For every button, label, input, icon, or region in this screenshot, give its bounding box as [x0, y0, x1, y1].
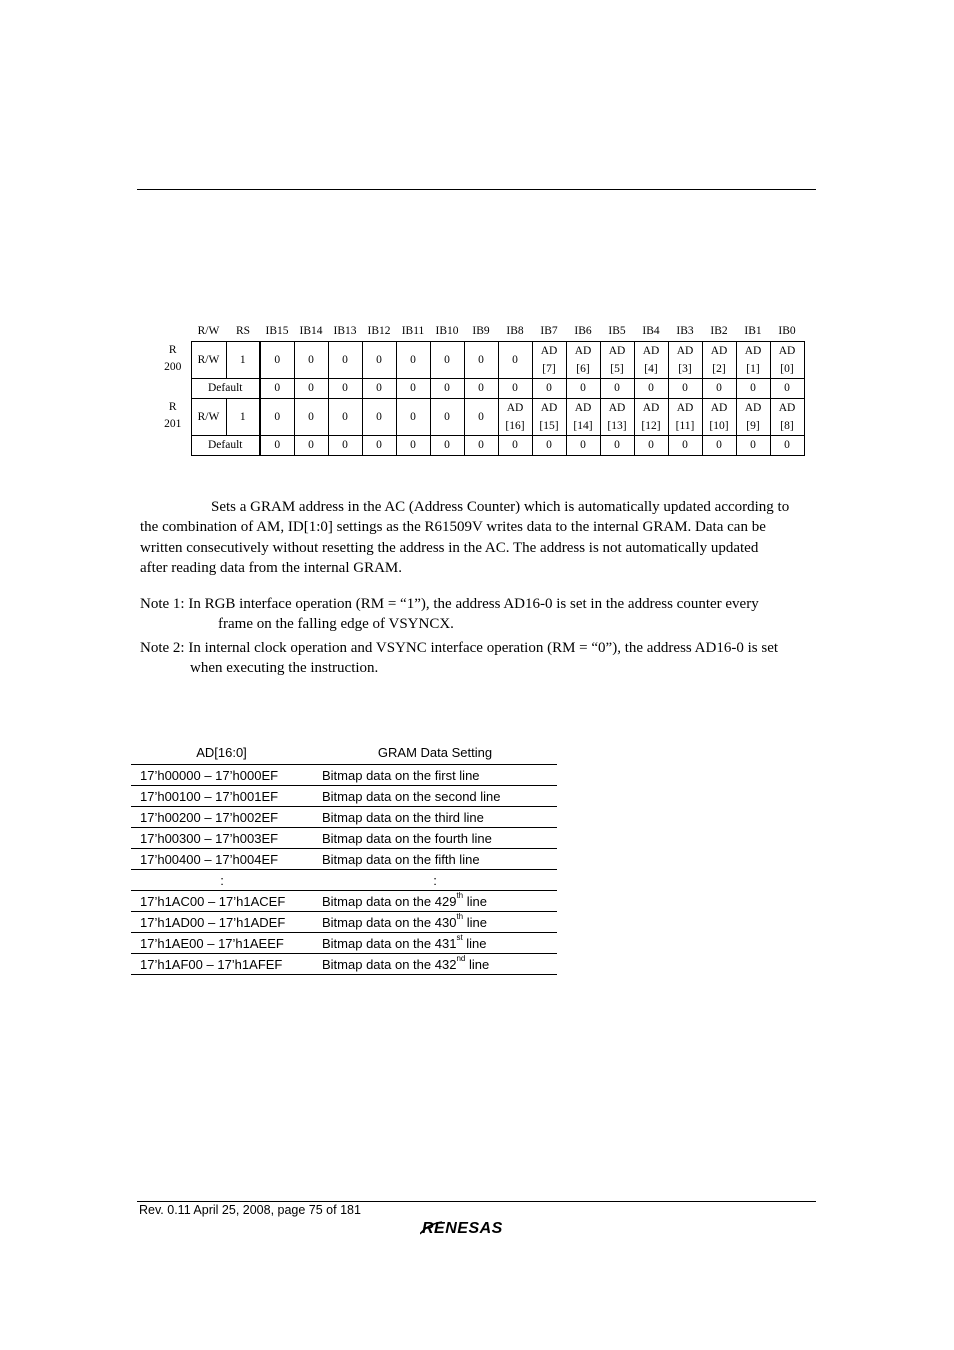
description-line: Sets a GRAM address in the AC (Address Counter) which is automatically updated according to: [211, 499, 790, 515]
description-paragraph: [140, 497, 820, 578]
bit-cell-text: 0: [512, 353, 518, 366]
bit-cell-text: [9]: [746, 420, 760, 432]
gram-setting-text: Bitmap data on the first line: [322, 767, 480, 783]
register-row: [155, 399, 804, 436]
bit-cell: [702, 342, 736, 379]
default-bit-cell: 0: [736, 379, 770, 399]
gram-col1-header: AD[16:0]: [131, 740, 313, 765]
bit-cell-text: 0: [410, 410, 416, 423]
gram-row: [131, 849, 557, 870]
ordinal-suffix: th: [456, 911, 464, 921]
register-label-top: R: [168, 343, 177, 356]
default-bit-cell: 0: [770, 379, 804, 399]
header-rule: [137, 189, 816, 190]
header-cell: IB1: [744, 324, 762, 337]
gram-setting-cell: [313, 891, 557, 912]
gram-setting-cell: [313, 765, 557, 786]
bit-cell-text: AD: [676, 345, 694, 357]
header-cell: IB2: [710, 324, 728, 337]
bit-cell-text: AD: [676, 402, 694, 414]
header-cell: IB4: [642, 324, 660, 337]
register-label-bottom: 200: [164, 360, 182, 373]
bit-cell: [464, 342, 498, 379]
description-line: written consecutively without resetting the address in the AC. The address is not automatically updated: [140, 539, 759, 556]
bit-cell-text: 0: [376, 353, 382, 366]
bit-cell: [464, 399, 498, 436]
register-label-bottom: 201: [164, 417, 182, 430]
gram-setting-cell: [313, 912, 557, 933]
bit-cell-text: AD: [506, 402, 524, 414]
header-cell: IB15: [265, 324, 289, 337]
header-cell: IB7: [540, 324, 558, 337]
default-bit-cell: 0: [498, 379, 532, 399]
ordinal-suffix: th: [456, 890, 464, 900]
bit-cell: [600, 342, 634, 379]
register-label: [155, 342, 191, 399]
gram-setting-text: Bitmap data on the fourth line: [322, 830, 492, 846]
header-cell: RS: [235, 324, 251, 337]
description-line: the combination of AM, ID[1:0] settings as the R61509V writes data to the internal GRAM. Data can be: [140, 519, 766, 536]
gram-row: [131, 954, 557, 975]
bit-cell-text: AD: [540, 402, 558, 414]
gram-setting-text: Bitmap data on the third line: [322, 809, 484, 825]
bit-cell-text: [10]: [709, 420, 729, 432]
default-bit-cell: 0: [532, 436, 566, 456]
bit-cell-text: AD: [778, 402, 796, 414]
note-2: [140, 638, 820, 679]
svg-text:RENESAS: RENESAS: [422, 1220, 503, 1237]
gram-setting-cell: [313, 954, 557, 975]
bit-cell: [328, 342, 362, 379]
bit-cell: [362, 399, 396, 436]
bit-cell: [498, 342, 532, 379]
gram-col2-header: GRAM Data Setting: [313, 740, 557, 765]
bit-cell: [430, 342, 464, 379]
rs-cell: 1: [226, 342, 260, 379]
bit-cell-text: AD: [778, 345, 796, 357]
description-line: after reading data from the internal GRAM.: [140, 559, 402, 576]
default-bit-cell: 0: [668, 379, 702, 399]
default-bit-cell: 0: [430, 379, 464, 399]
bit-cell-text: AD: [710, 402, 728, 414]
default-bit-cell: 0: [362, 379, 396, 399]
gram-setting-cell: [313, 807, 557, 828]
gram-row: [131, 912, 557, 933]
header-cell: IB5: [608, 324, 626, 337]
note-line: Note 2: In internal clock operation and VSYNC interface operation (RM = “0”), the address AD16-0 is set: [140, 640, 779, 656]
gram-range-cell: :: [131, 870, 313, 891]
default-bit-cell: 0: [532, 379, 566, 399]
header-cell: IB10: [435, 324, 459, 337]
default-bit-cell: 0: [294, 379, 328, 399]
bit-cell-text: [4]: [644, 363, 658, 375]
bit-cell: [498, 399, 532, 436]
bit-cell: [260, 399, 294, 436]
header-cell: IB11: [401, 324, 425, 337]
gram-setting-text: Bitmap data on the second line: [322, 788, 501, 804]
bit-cell: [532, 342, 566, 379]
bit-cell-text: [0]: [780, 363, 794, 375]
default-bit-cell: 0: [634, 379, 668, 399]
default-row: [155, 436, 804, 456]
default-label: Default: [191, 379, 260, 399]
footer-rule: [137, 1201, 816, 1202]
bit-cell-text: [12]: [641, 420, 661, 432]
header-cell: IB0: [778, 324, 796, 337]
gram-row: [131, 891, 557, 912]
bit-cell: [702, 399, 736, 436]
bit-cell: [430, 399, 464, 436]
default-bit-cell: 0: [396, 436, 430, 456]
default-bit-cell: 0: [566, 436, 600, 456]
rs-cell: 1: [226, 399, 260, 436]
bit-cell-text: 0: [444, 410, 450, 423]
bit-cell-text: [16]: [505, 420, 525, 432]
default-bit-cell: 0: [498, 436, 532, 456]
bit-cell: [600, 399, 634, 436]
bit-cell: [532, 399, 566, 436]
default-bit-cell: 0: [566, 379, 600, 399]
note-line: Note 1: In RGB interface operation (RM = “1”), the address AD16-0 is set in the address counter every: [140, 596, 759, 612]
gram-setting-suffix: line: [465, 956, 490, 972]
bit-cell-text: AD: [710, 345, 728, 357]
default-bit-cell: 0: [702, 436, 736, 456]
gram-row: [131, 786, 557, 807]
gram-row: [131, 870, 557, 891]
header-cell: IB12: [367, 324, 391, 337]
header-cell: IB9: [472, 324, 490, 337]
gram-setting-cell: [313, 933, 557, 954]
bit-cell: [736, 342, 770, 379]
header-cell: IB14: [299, 324, 323, 337]
register-label: [155, 399, 191, 456]
bit-cell: [566, 342, 600, 379]
gram-range-cell: 17’h1AD00 – 17’h1ADEF: [131, 912, 313, 933]
gram-setting-text: Bitmap data on the 429: [322, 893, 457, 909]
bit-cell-text: [8]: [780, 420, 794, 432]
gram-row: [131, 828, 557, 849]
bit-cell-text: 0: [342, 410, 348, 423]
bit-cell: [396, 399, 430, 436]
header-cell: IB6: [574, 324, 592, 337]
default-bit-cell: 0: [634, 436, 668, 456]
register-table: [155, 321, 805, 456]
bit-cell: [294, 342, 328, 379]
default-bit-cell: 0: [668, 436, 702, 456]
default-bit-cell: 0: [328, 436, 362, 456]
header-cell: R/W: [197, 324, 220, 337]
bit-cell-text: [5]: [610, 363, 624, 375]
gram-range-cell: 17’h00100 – 17’h001EF: [131, 786, 313, 807]
gram-setting-text: :: [433, 872, 437, 888]
gram-setting-text: Bitmap data on the fifth line: [322, 851, 480, 867]
default-bit-cell: 0: [464, 379, 498, 399]
rw-cell: R/W: [191, 342, 226, 379]
bit-cell: [328, 399, 362, 436]
note-line: frame on the falling edge of VSYNCX.: [218, 616, 454, 633]
bit-cell-text: [3]: [678, 363, 692, 375]
bit-cell: [770, 399, 804, 436]
note-1: [140, 594, 820, 635]
bit-cell: [770, 342, 804, 379]
gram-range-cell: 17’h1AE00 – 17’h1AEEF: [131, 933, 313, 954]
bit-cell: [566, 399, 600, 436]
bit-cell-text: AD: [642, 345, 660, 357]
bit-cell-text: 0: [308, 353, 314, 366]
register-header-row: [155, 321, 804, 342]
default-bit-cell: 0: [736, 436, 770, 456]
default-bit-cell: 0: [600, 379, 634, 399]
bit-cell-text: 0: [274, 353, 281, 366]
default-bit-cell: 0: [396, 379, 430, 399]
bit-cell-text: [11]: [675, 420, 695, 432]
gram-setting-cell: [313, 870, 557, 891]
ordinal-suffix: nd: [456, 953, 466, 963]
bit-cell-text: 0: [478, 353, 484, 366]
gram-row: [131, 933, 557, 954]
bit-cell-text: AD: [642, 402, 660, 414]
gram-setting-text: Bitmap data on the 430: [322, 914, 457, 930]
gram-setting-suffix: line: [462, 935, 487, 951]
gram-range-cell: 17’h00300 – 17’h003EF: [131, 828, 313, 849]
bit-cell-text: AD: [574, 402, 592, 414]
bit-cell-text: AD: [744, 402, 762, 414]
gram-row: [131, 765, 557, 786]
footer-text: Rev. 0.11 April 25, 2008, page 75 of 181: [139, 1203, 361, 1217]
ordinal-suffix: st: [456, 932, 463, 942]
gram-setting-suffix: line: [463, 893, 487, 909]
bit-cell: [634, 399, 668, 436]
register-r200: [155, 342, 804, 399]
register-label-top: R: [168, 400, 177, 413]
gram-row: [131, 807, 557, 828]
register-r201: [155, 399, 804, 456]
note-line: when executing the instruction.: [190, 660, 379, 677]
bit-cell-text: 0: [410, 353, 416, 366]
register-table-container: [155, 321, 805, 456]
renesas-logo: [420, 1218, 535, 1243]
gram-setting-text: Bitmap data on the 431: [322, 935, 457, 951]
default-bit-cell: 0: [260, 436, 294, 456]
default-bit-cell: 0: [600, 436, 634, 456]
bit-cell: [668, 399, 702, 436]
bit-cell-text: 0: [444, 353, 450, 366]
bit-cell: [260, 342, 294, 379]
bit-cell-text: 0: [308, 410, 314, 423]
bit-cell: [634, 342, 668, 379]
register-row: [155, 342, 804, 379]
bit-cell: [294, 399, 328, 436]
bit-cell-text: [6]: [576, 363, 590, 375]
header-cell: IB3: [676, 324, 694, 337]
bit-cell: [736, 399, 770, 436]
bit-cell-text: AD: [540, 345, 558, 357]
gram-setting-text: Bitmap data on the 432: [322, 956, 457, 972]
header-cell: IB8: [506, 324, 524, 337]
bit-cell: [362, 342, 396, 379]
bit-cell-text: AD: [574, 345, 592, 357]
rw-cell: R/W: [191, 399, 226, 436]
gram-header-row: [131, 740, 557, 765]
renesas-logo-icon: [420, 1218, 535, 1238]
default-bit-cell: 0: [702, 379, 736, 399]
bit-cell-text: AD: [744, 345, 762, 357]
bit-cell-text: [7]: [542, 363, 556, 375]
default-bit-cell: 0: [770, 436, 804, 456]
default-bit-cell: 0: [464, 436, 498, 456]
gram-setting-cell: [313, 849, 557, 870]
gram-range-cell: 17’h00200 – 17’h002EF: [131, 807, 313, 828]
header-cell: IB13: [333, 324, 357, 337]
gram-setting-suffix: line: [463, 914, 487, 930]
bit-cell: [668, 342, 702, 379]
bit-cell-text: 0: [342, 353, 348, 366]
gram-range-cell: 17’h00400 – 17’h004EF: [131, 849, 313, 870]
default-bit-cell: 0: [430, 436, 464, 456]
bit-cell: [396, 342, 430, 379]
gram-setting-cell: [313, 786, 557, 807]
bit-cell-text: [14]: [573, 420, 593, 432]
gram-range-cell: 17’h1AF00 – 17’h1AFEF: [131, 954, 313, 975]
bit-cell-text: 0: [376, 410, 382, 423]
default-bit-cell: 0: [260, 379, 294, 399]
gram-address-table: [131, 740, 557, 975]
blank-header-cell: [155, 321, 191, 342]
default-label: Default: [191, 436, 260, 456]
bit-cell-text: 0: [478, 410, 484, 423]
bit-cell-text: [2]: [712, 363, 726, 375]
gram-range-cell: 17’h1AC00 – 17’h1ACEF: [131, 891, 313, 912]
bit-cell-text: AD: [608, 402, 626, 414]
gram-range-cell: 17’h00000 – 17’h000EF: [131, 765, 313, 786]
default-row: [155, 379, 804, 399]
default-bit-cell: 0: [294, 436, 328, 456]
bit-cell-text: [15]: [539, 420, 559, 432]
bit-cell-text: [13]: [607, 420, 627, 432]
gram-setting-cell: [313, 828, 557, 849]
gram-table-body: [131, 765, 557, 975]
bit-cell-text: 0: [274, 410, 281, 423]
default-bit-cell: 0: [328, 379, 362, 399]
bit-cell-text: [1]: [746, 363, 760, 375]
bit-cell-text: AD: [608, 345, 626, 357]
default-bit-cell: 0: [362, 436, 396, 456]
